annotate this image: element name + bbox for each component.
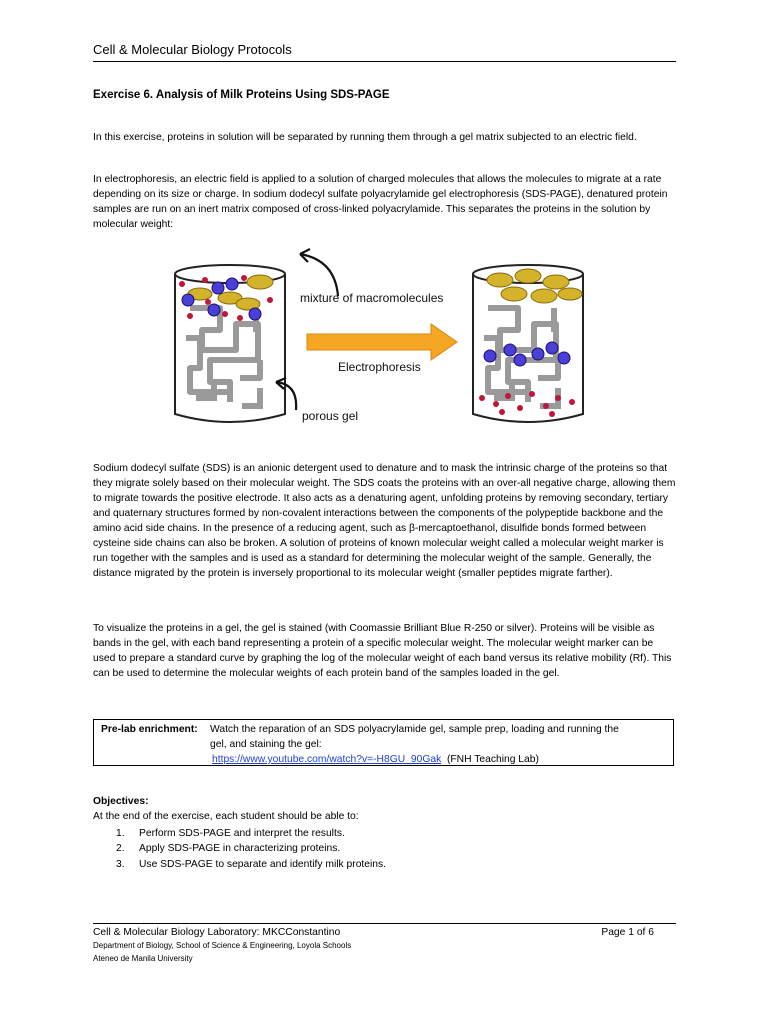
gel-cylinder-after	[473, 265, 583, 422]
header-divider	[93, 61, 676, 62]
label-porous-gel: porous gel	[302, 409, 359, 423]
list-item: 3. Use SDS-PAGE to separate and identify milk proteins.	[116, 858, 387, 870]
footer-course: Cell & Molecular Biology Laboratory: MKCConstantino	[93, 927, 341, 938]
exercise-title: Exercise 6. Analysis of Milk Proteins Using SDS-PAGE	[93, 89, 390, 101]
electrophoresis-arrow-icon	[307, 324, 457, 360]
visualize-paragraph: To visualize the proteins in a gel, the gel is stained (with Coomassie Brilliant Blue R-250 or silver). Proteins will be visible as bands in the gel, with each band representing a protein of a specific molecular weight. The molecular weight marker can be used to prepare a standard curve by graphing the log of the molecular weight of each band versus its relative mobility (Rf). This can be used to determine the molecular weights of each protein band of the samples loaded in the gel.	[93, 623, 672, 679]
running-header: Cell & Molecular Biology Protocols	[93, 42, 292, 57]
intro-paragraph: In this exercise, proteins in solution will be separated by running them through a gel matrix subjected to an electric field.	[93, 132, 637, 143]
gel-cylinder-before	[175, 265, 285, 422]
footer-divider	[93, 923, 676, 924]
objectives-intro: At the end of the exercise, each student should be able to:	[93, 811, 359, 822]
footer-university: Ateneo de Manila University	[93, 954, 193, 963]
label-electrophoresis: Electrophoresis	[338, 360, 421, 374]
list-item: 1. Perform SDS-PAGE and interpret the results.	[116, 828, 345, 839]
footer-department: Department of Biology, School of Science & Engineering, Loyola Schools	[93, 941, 352, 950]
prelab-text: Watch the reparation of an SDS polyacrylamide gel, sample prep, loading and running the	[210, 724, 619, 735]
list-item: 2. Apply SDS-PAGE in characterizing proteins.	[116, 843, 341, 855]
link-source: (FNH Teaching Lab)	[446, 754, 539, 765]
sds-page-diagram	[160, 238, 600, 434]
video-link[interactable]: https://www.youtube.com/watch?v=-H8GU_90Gak	[212, 754, 442, 765]
page-number: Page 1 of 6	[601, 927, 654, 938]
objectives-list	[116, 826, 386, 872]
prelab-text-line2: gel, and staining the gel:	[210, 739, 322, 750]
prelab-box	[93, 719, 674, 766]
prelab-link-row	[212, 752, 539, 766]
objectives-title: Objectives:	[93, 796, 149, 807]
electrophoresis-paragraph: In electrophoresis, an electric field is applied to a solution of charged molecules that allows the molecules to migrate at a rate depending on its size or charge. In sodium dodecyl sulfate polyacrylamide gel electrophoresis (SDS-PAGE), denatured protein samples are run on an inert matrix composed of cross-linked polyacrylamide. This separates the proteins in the solution by molecular weight:	[93, 174, 668, 230]
sds-paragraph: Sodium dodecyl sulfate (SDS) is an anionic detergent used to denature and to mask the intrinsic charge of the proteins so that they migrate solely based on their molecular weight. The SDS coats the proteins with an over-all negative charge, allowing them to migrate towards the positive electrode. It also acts as a denaturing agent, unfolding proteins by removing secondary, tertiary and quaternary structures formed by non-covalent interactions between the components of the polypeptide backbone and the amino acid side chains. In the presence of a reducing agent, such as β-mercaptoethanol, disulfide bonds formed between cysteine side chains can also be broken. A solution of proteins of known molecular weight called a molecular weight marker is run together with the samples and is used as a standard for determining the molecular weight of the sample. Generally, the distance migrated by the protein is inversely proportional to its molecular weight (smaller peptides migrate farther).	[93, 463, 676, 579]
label-mixture: mixture of macromolecules	[300, 291, 444, 305]
prelab-label: Pre-lab enrichment:	[101, 724, 198, 735]
